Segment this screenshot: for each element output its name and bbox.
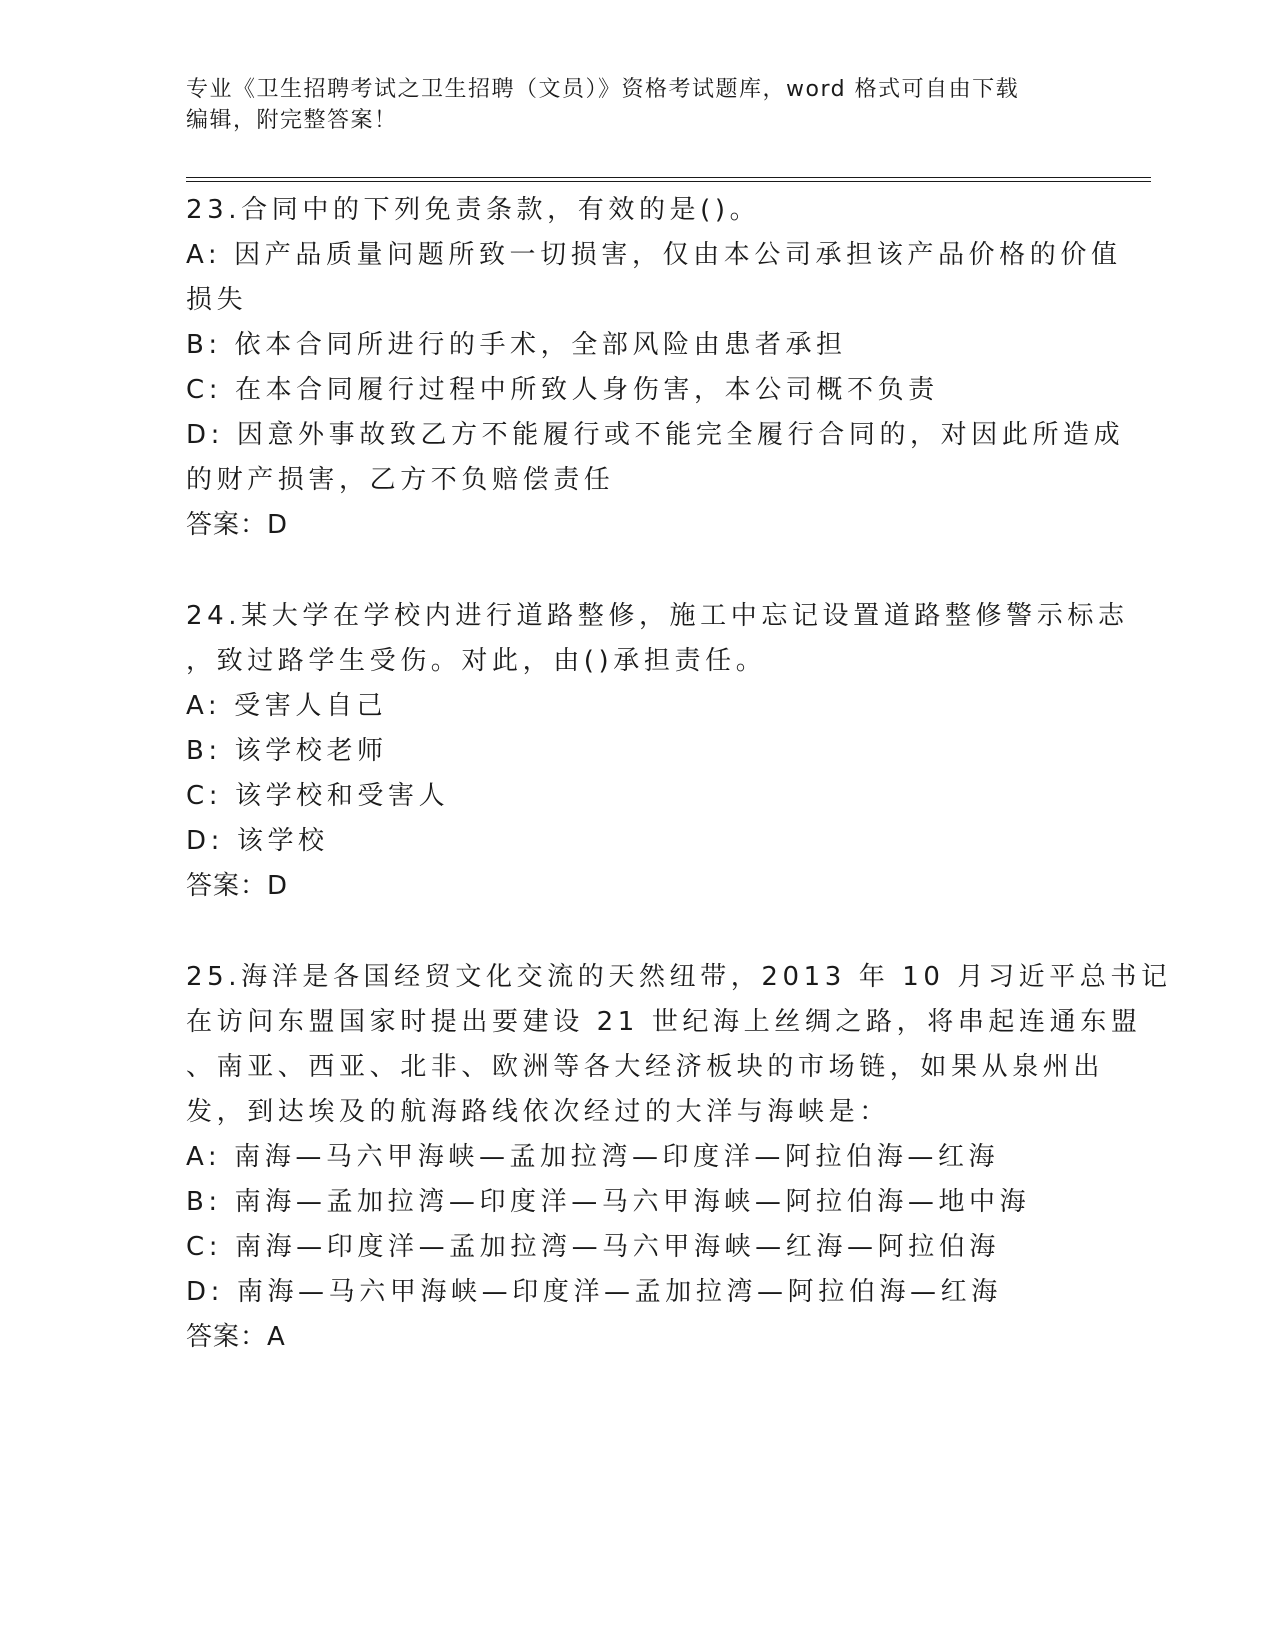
question-24-option-d: D: 该学校 — [186, 826, 329, 856]
question-25-stem-line-4: 发，到达埃及的航海路线依次经过的大洋与海峡是： — [186, 1097, 890, 1127]
question-24-stem-line-2: ，致过路学生受伤。对此，由()承担责任。 — [186, 646, 767, 676]
question-24-option-b: B: 该学校老师 — [186, 736, 388, 766]
question-24-option-a: A: 受害人自己 — [186, 691, 388, 721]
question-25-option-a: A: 南海—马六甲海峡—孟加拉湾—印度洋—阿拉伯海—红海 — [186, 1142, 1000, 1172]
question-25-stem-line-2: 在访问东盟国家时提出要建设 21 世纪海上丝绸之路，将串起连通东盟 — [186, 1007, 1142, 1037]
question-24-answer: 答案：D — [186, 871, 289, 901]
question-23-answer: 答案：D — [186, 510, 289, 540]
option-text: A: 因产品质量问题所致一切损害，仅由本公司承担该产品价格的价值 — [186, 240, 1122, 270]
question-23 — [186, 188, 1125, 548]
question-25-option-c: C: 南海—印度洋—孟加拉湾—马六甲海峡—红海—阿拉伯海 — [186, 1232, 1000, 1262]
option-text-continued: 损失 — [186, 285, 248, 315]
question-25-option-b: B: 南海—孟加拉湾—印度洋—马六甲海峡—阿拉伯海—地中海 — [186, 1187, 1031, 1217]
document-header — [186, 74, 1086, 136]
header-line-1: 专业《卫生招聘考试之卫生招聘（文员）》资格考试题库，word 格式可自由下载 — [186, 77, 1020, 102]
question-24-stem-line-1: 24.某大学在学校内进行道路整修，施工中忘记设置道路整修警示标志 — [186, 601, 1129, 631]
question-23-option-d — [186, 413, 1125, 503]
option-text: D: 因意外事故致乙方不能履行或不能完全履行合同的，对因此所造成 — [186, 420, 1125, 450]
question-25-stem-line-3: 、南亚、西亚、北非、欧洲等各大经济板块的市场链，如果从泉州出 — [186, 1052, 1105, 1082]
question-23-stem: 23.合同中的下列免责条款，有效的是()。 — [186, 195, 761, 225]
question-25 — [186, 955, 1172, 1360]
question-25-stem-line-1: 25.海洋是各国经贸文化交流的天然纽带，2013 年 10 月习近平总书记 — [186, 962, 1172, 992]
header-divider-bottom — [186, 181, 1151, 182]
question-24-option-c: C: 该学校和受害人 — [186, 781, 450, 811]
option-text-continued: 的财产损害，乙方不负赔偿责任 — [186, 465, 615, 495]
question-23-option-b: B: 依本合同所进行的手术，全部风险由患者承担 — [186, 330, 847, 360]
question-23-option-a — [186, 233, 1122, 323]
header-line-2: 编辑，附完整答案！ — [186, 108, 398, 133]
question-25-option-d: D: 南海—马六甲海峡—印度洋—孟加拉湾—阿拉伯海—红海 — [186, 1277, 1002, 1307]
question-24 — [186, 594, 1129, 909]
question-25-answer: 答案：A — [186, 1322, 286, 1352]
question-list — [186, 188, 1172, 1406]
header-divider-top — [186, 177, 1151, 178]
question-23-option-c: C: 在本合同履行过程中所致人身伤害，本公司概不负责 — [186, 375, 939, 405]
